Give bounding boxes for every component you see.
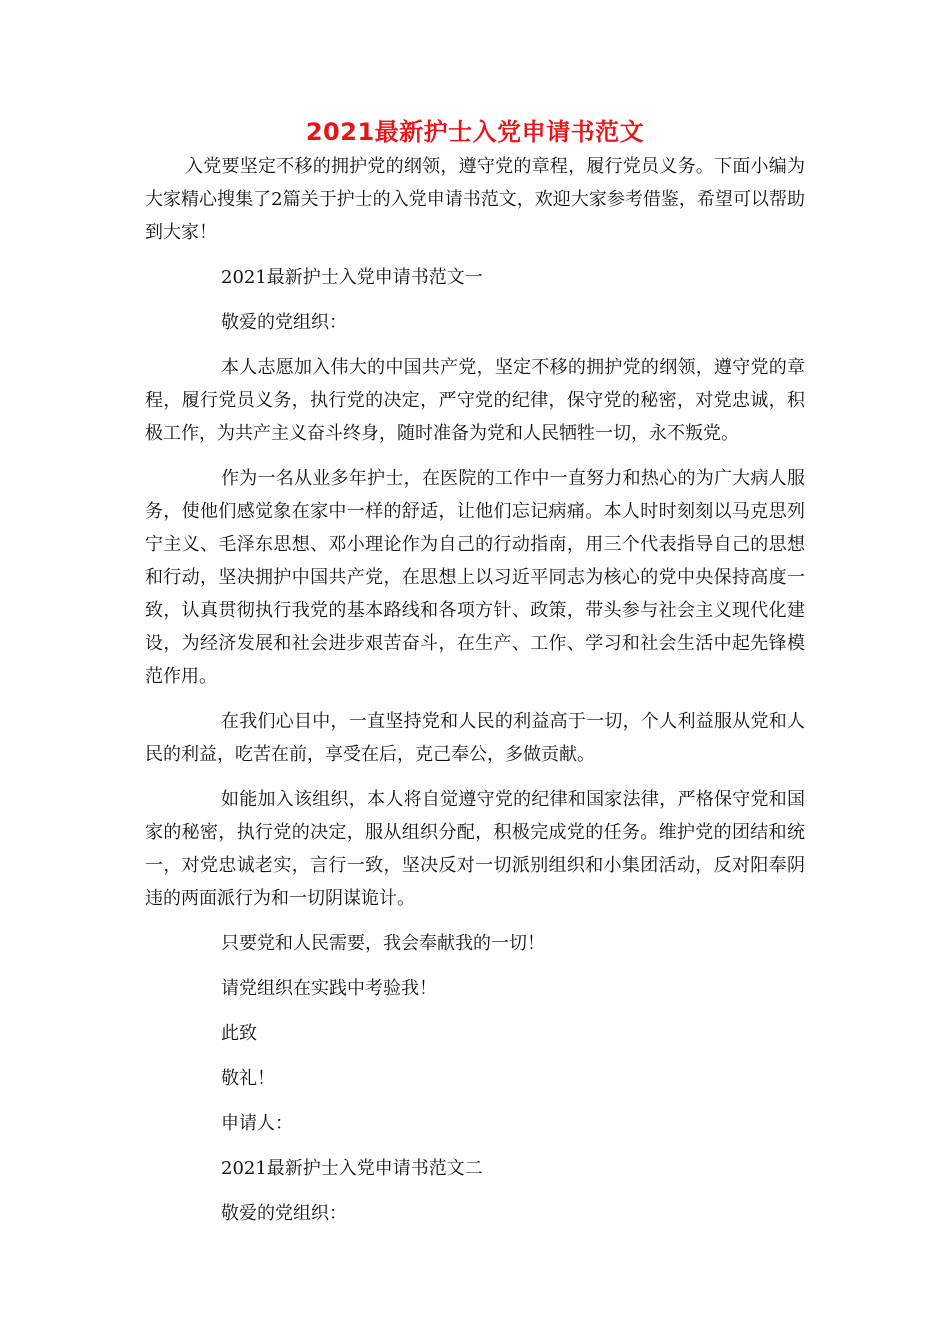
closing-line-1: 只要党和人民需要，我会奉献我的一切！ bbox=[221, 933, 545, 954]
body-paragraph-3: 在我们心目中，一直坚持党和人民的利益高于一切，个人利益服从党和人民的利益，吃苦在前，享受在后，克己奉公，多做贡献。 bbox=[145, 711, 805, 765]
closing-line-3: 此致 bbox=[221, 1023, 257, 1044]
body-paragraph-2: 作为一名从业多年护士，在医院的工作中一直努力和热心的为广大病人服务，使他们感觉象在家中一样的舒适，让他们忘记病痛。本人时时刻刻以马克思列宁主义、毛泽东思想、邓小理论作为自己的行动指南，用三个代表指导自己的思想和行动，坚决拥护中国共产党，在思想上以习近平同志为核心的党中央保持高度一致，认真贯彻执行我党的基本路线和各项方针、政策，带头参与社会主义现代化建设，为经济发展和社会进步艰苦奋斗，在生产、工作、学习和社会生活中起先锋模范作用。 bbox=[145, 468, 805, 687]
body-paragraph-4: 如能加入该组织，本人将自觉遵守党的纪律和国家法律，严格保守党和国家的秘密，执行党的决定，服从组织分配，积极完成党的任务。维护党的团结和统一，对党忠诚老实，言行一致，坚决反对一切派别组织和小集团活动，反对阳奉阴违的两面派行为和一切阴谋诡计。 bbox=[145, 789, 805, 909]
document-body bbox=[145, 150, 805, 1230]
intro-paragraph: 入党要坚定不移的拥护党的纲领，遵守党的章程，履行党员义务。下面小编为大家精心搜集了2篇关于护士的入党申请书范文，欢迎大家参考借鉴，希望可以帮助到大家！ bbox=[145, 156, 805, 243]
closing-line-2: 请党组织在实践中考验我！ bbox=[221, 978, 437, 999]
closing-line-4: 敬礼！ bbox=[221, 1068, 275, 1089]
document-title: 2021最新护士入党申请书范文 bbox=[305, 118, 645, 146]
section-title-1: 2021最新护士入党申请书范文一 bbox=[221, 267, 483, 288]
salutation-2: 敬爱的党组织： bbox=[221, 1203, 347, 1224]
body-paragraph-1: 本人志愿加入伟大的中国共产党，坚定不移的拥护党的纲领，遵守党的章程，履行党员义务，执行党的决定，严守党的纪律，保守党的秘密，对党忠诚，积极工作，为共产主义奋斗终身，随时准备为党和人民牺牲一切，永不叛党。 bbox=[145, 357, 805, 444]
applicant-line: 申请人： bbox=[221, 1113, 293, 1134]
section-title-2: 2021最新护士入党申请书范文二 bbox=[221, 1158, 483, 1179]
salutation-1: 敬爱的党组织： bbox=[221, 312, 347, 333]
